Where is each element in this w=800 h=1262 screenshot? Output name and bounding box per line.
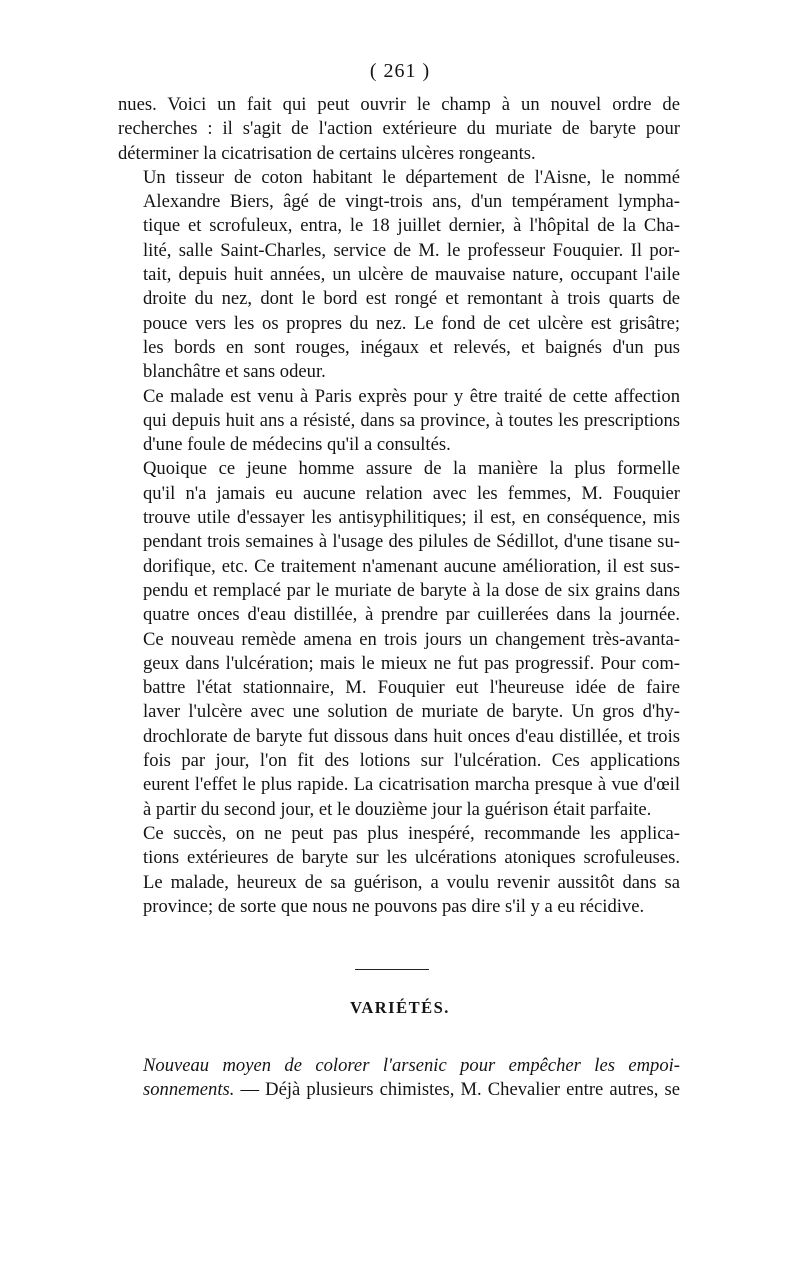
text-line: nues. Voici un fait qui peut ouvrir le champ à un nouvel ordre de [118,94,680,115]
text-line: Le malade, heureux de sa guérison, a voulu revenir aussitôt dans sa [143,871,680,893]
text-line: trouve utile d'essayer les antisyphilitiques; il est, en conséquence, mis [143,507,680,529]
text-line: fois par jour, l'on fit des lotions sur l'ulcération. Ces applications [143,750,680,772]
text-line: pendu et remplacé par le muriate de baryte à la dose de six grains dans [143,579,680,601]
text-line: Un tisseur de coton habitant le département de l'Aisne, le nommé [143,166,680,188]
paragraph [118,822,680,919]
article-text-start: — Déjà plusieurs chimistes, M. Chevalier entre autres, se [234,1079,680,1101]
text-line: Ce succès, on ne peut pas plus inespéré, recommande les applica- [143,822,680,844]
article-title-part1: Nouveau moyen de colorer l'arsenic pour empêcher les empoi- [143,1055,680,1076]
text-line: Quoique ce jeune homme assure de la manière la plus formelle [143,458,680,480]
section-heading: VARIÉTÉS. [350,998,450,1017]
text-line: pouce vers les os propres du nez. Le fond de cet ulcère est grisâtre; [143,312,680,334]
text-line: blanchâtre et sans odeur. [143,361,326,383]
text-line: lité, salle Saint-Charles, service de M. le professeur Fouquier. Il por- [143,239,680,261]
text-line: recherches : il s'agit de l'action extérieure du muriate de baryte pour [118,118,680,140]
text-line: Ce nouveau remède amena en trois jours un changement très-avanta- [143,628,680,650]
text-line: droite du nez, dont le bord est rongé et remontant à trois quarts de [143,288,680,310]
text-line: laver l'ulcère avec une solution de muriate de baryte. Un gros d'hy- [143,701,680,723]
article-title-line [118,1054,680,1078]
article-text-line [118,1078,680,1102]
text-line: les bords en sont rouges, inégaux et relevés, et baignés d'un pus [143,336,680,358]
article-title-part2: sonnements. [143,1079,235,1101]
paragraph [118,93,680,166]
page-number: ( 261 ) [369,60,431,82]
text-line: qui depuis huit ans a résisté, dans sa province, à toutes les prescriptions [143,409,680,431]
text-line: dorifique, etc. Ce traitement n'amenant aucune amélioration, il est sus- [143,555,680,577]
text-line: eurent l'effet le plus rapide. La cicatrisation marcha presque à vue d'œil [143,774,680,796]
text-line: geux dans l'ulcération; mais le mieux ne fut pas progressif. Pour com- [143,652,680,674]
text-line: Alexandre Biers, âgé de vingt-trois ans, d'un tempérament lympha- [143,191,680,213]
text-line: drochlorate de baryte fut dissous dans huit onces d'eau distillée, et trois [143,725,680,747]
text-line: qu'il n'a jamais eu aucune relation avec les femmes, M. Fouquier [143,482,680,504]
text-line: battre l'état stationnaire, M. Fouquier eut l'heureuse idée de faire [143,677,680,699]
text-line: quatre onces d'eau distillée, à prendre par cuillerées dans la journée. [143,604,680,626]
text-line: à partir du second jour, et le douzième jour la guérison était parfaite. [143,798,652,820]
text-line: tions extérieures de baryte sur les ulcérations atoniques scrofuleuses. [143,847,680,869]
text-line: province; de sorte que nous ne pouvons pas dire s'il y a eu récidive. [143,895,645,917]
paragraph [118,457,680,821]
section-divider [355,969,429,970]
text-line: Ce malade est venu à Paris exprès pour y être traité de cette affection [143,385,680,407]
article-intro [118,1054,680,1103]
body-text [118,93,680,919]
paragraph [118,385,680,458]
text-line: tique et scrofuleux, entra, le 18 juillet dernier, à l'hôpital de la Cha- [143,215,680,237]
text-line: tait, depuis huit années, un ulcère de mauvaise nature, occupant l'aile [143,264,680,286]
text-line: pendant trois semaines à l'usage des pilules de Sédillot, d'une tisane su- [143,531,680,553]
text-line: d'une foule de médecins qu'il a consultés. [143,434,451,456]
paragraph [118,166,680,385]
text-line: déterminer la cicatrisation de certains ulcères rongeants. [118,142,536,164]
